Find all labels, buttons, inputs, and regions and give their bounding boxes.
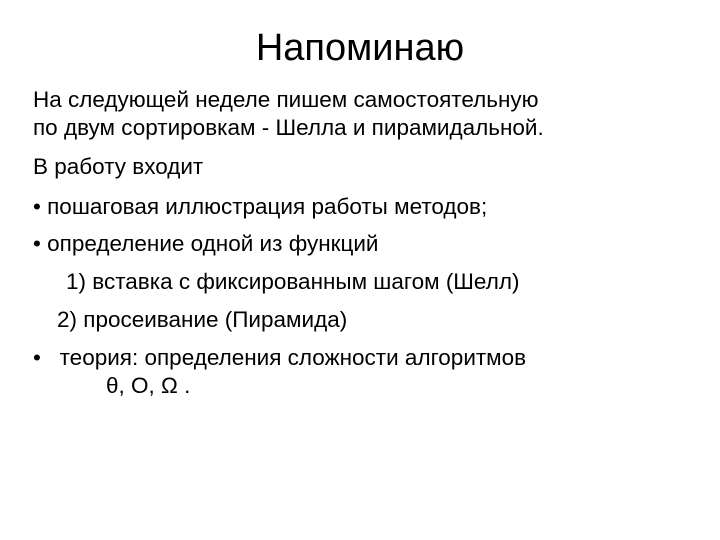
bullet-item: • пошаговая иллюстрация работы методов;	[33, 194, 488, 219]
bullet-item: • определение одной из функций	[33, 231, 379, 256]
text-line: На следующей неделе пишем самостоятельную	[33, 87, 539, 112]
text-line: по двум сортировкам - Шелла и пирамидальной.	[33, 115, 544, 140]
bullet-item: • теория: определения сложности алгоритмов	[33, 345, 527, 370]
sub-item: 1) вставка с фиксированным шагом (Шелл)	[66, 269, 520, 294]
text-line: В работу входит	[33, 154, 204, 179]
notation-line: θ, O, Ω .	[106, 373, 191, 398]
slide-title: Напоминаю	[255, 27, 465, 69]
sub-item: 2) просеивание (Пирамида)	[57, 307, 348, 332]
